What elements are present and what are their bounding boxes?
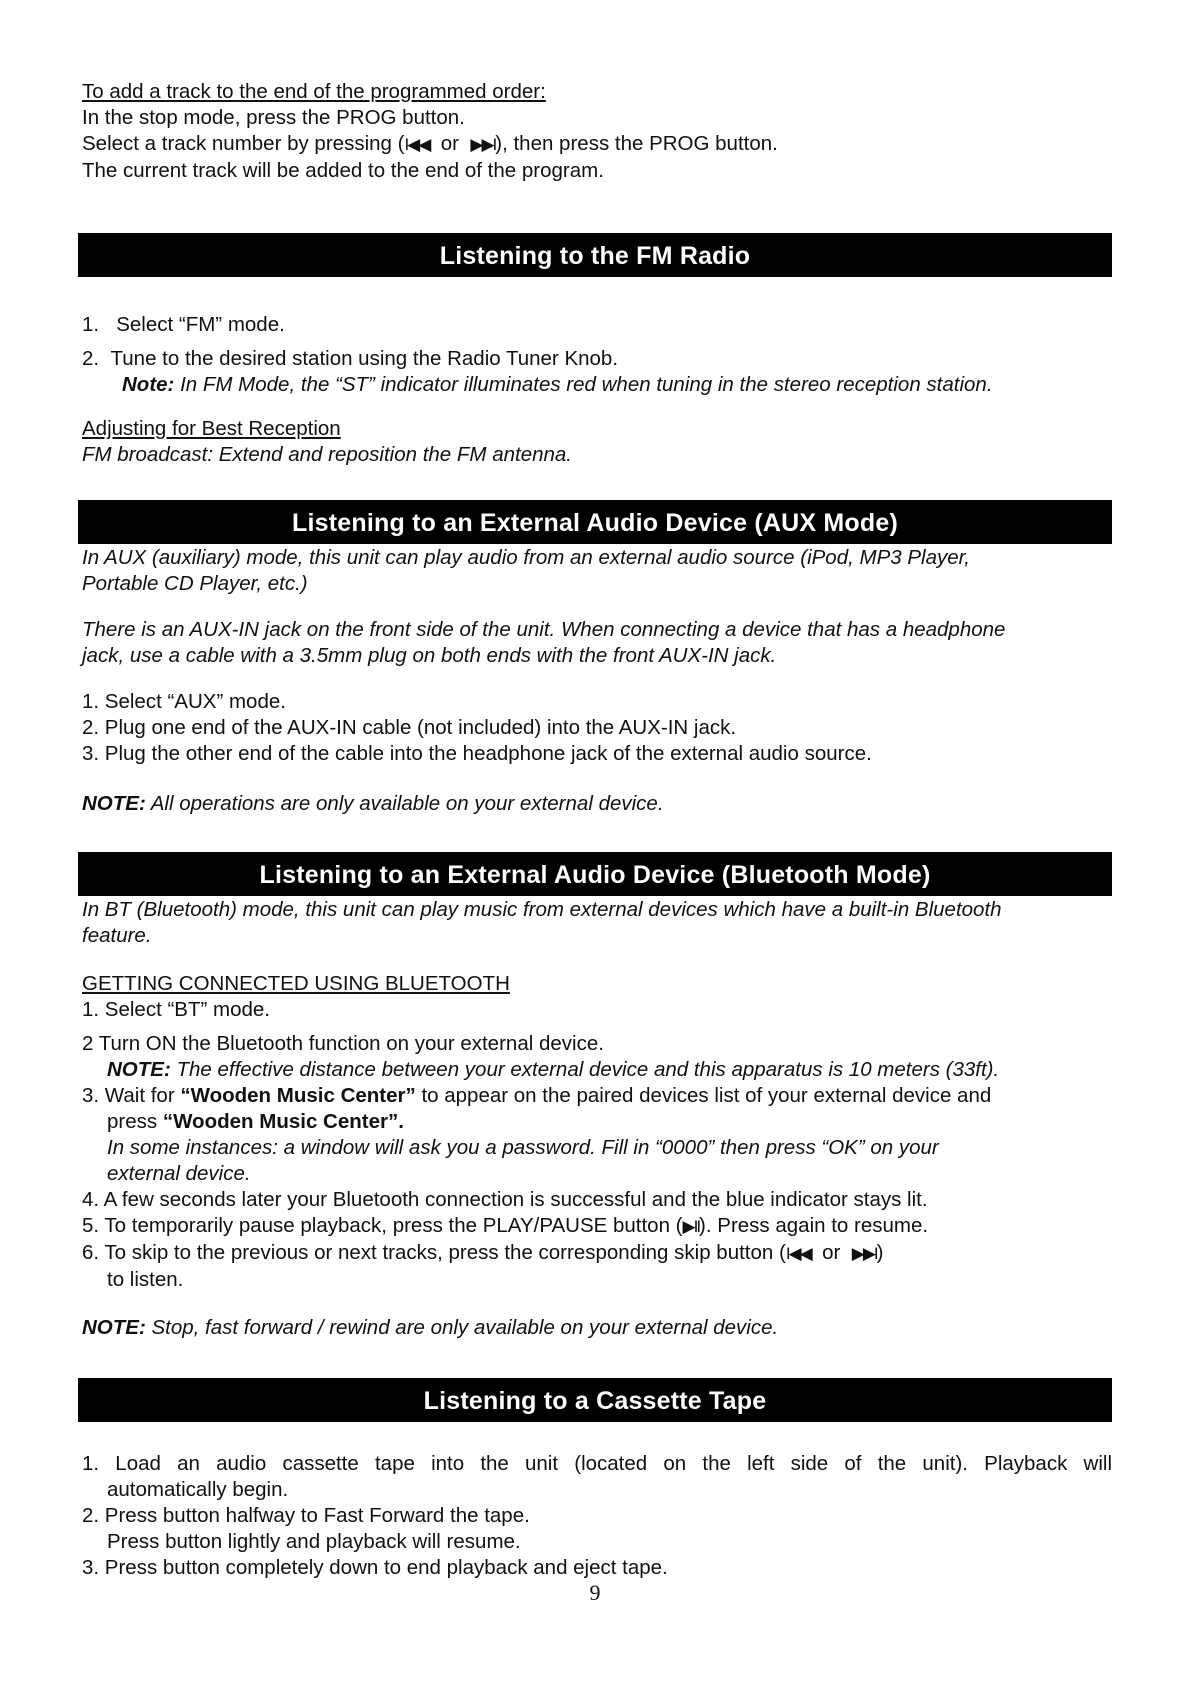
bt-step3-line2-pre: press [107,1110,163,1133]
fm-adjust-text: FM broadcast: Extend and reposition the FM antenna. [82,443,572,466]
aux-intro1: In AUX (auxiliary) mode, this unit can play audio from an external audio source (iPod, MP3 Player, [82,546,971,569]
bt-step3-note1: In some instances: a window will ask you a password. Fill in “0000” then press “OK” on your [107,1136,939,1159]
aux-para2: jack, use a cable with a 3.5mm plug on both ends with the front AUX-IN jack. [82,644,777,667]
or-text: or [440,132,459,155]
bt-step1: 1. Select “BT” mode. [82,998,270,1021]
bt-step2-note-label: NOTE: [107,1058,171,1081]
aux-step1: 1. Select “AUX” mode. [82,690,286,713]
play-pause-icon: ▶II [682,1217,700,1236]
bt-note-text: Stop, fast forward / rewind are only available on your external device. [145,1316,779,1339]
bt-device-name-2: “Wooden Music Center”. [162,1110,404,1133]
bt-step6 [82,1240,1112,1267]
prog-heading: To add a track to the end of the programmed order: [82,80,546,103]
aux-intro2: Portable CD Player, etc.) [82,572,308,595]
or-text: or [822,1241,841,1264]
skip-back-icon: I◀◀ [404,135,430,154]
bt-step2-note-text: The effective distance between your external device and this apparatus is 10 meters (33ft). [170,1058,1000,1081]
skip-forward-icon: ▶▶I [470,135,496,154]
bt-section [82,897,1112,1341]
bt-step5-pre: 5. To temporarily pause playback, press the PLAY/PAUSE button ( [82,1214,683,1237]
bt-step5 [82,1213,1112,1240]
bt-device-name: “Wooden Music Center” [180,1084,416,1107]
aux-note-text: All operations are only available on your external device. [145,792,664,815]
page-number: 9 [589,1580,601,1605]
fm-step2 [82,346,1112,372]
cassette-step1-line2: automatically begin. [107,1478,289,1501]
cassette-section [82,1451,1112,1581]
bt-heading: GETTING CONNECTED USING BLUETOOTH [82,972,510,995]
aux-note-label: NOTE: [82,792,146,815]
cassette-step3: 3. Press button completely down to end playback and eject tape. [82,1556,668,1579]
fm-step1-text: Select “FM” mode. [116,313,285,336]
fm-step1-num: 1. [82,313,100,336]
fm-step2-num: 2. [82,347,100,370]
bt-step2: 2 Turn ON the Bluetooth function on your external device. [82,1032,604,1055]
bt-note [82,1315,1112,1341]
fm-adjust-heading: Adjusting for Best Reception [82,417,341,440]
aux-step2: 2. Plug one end of the AUX-IN cable (not included) into the AUX-IN jack. [82,716,737,739]
fm-note-text: In FM Mode, the “ST” indicator illuminates red when tuning in the stereo reception station. [174,373,993,396]
bt-step4: 4. A few seconds later your Bluetooth connection is successful and the blue indicator stays lit. [82,1188,928,1211]
bt-step3-line2 [82,1109,1112,1135]
bt-step2-note [82,1057,1112,1083]
aux-banner: Listening to an External Audio Device (AUX Mode) [78,500,1112,544]
prog-line1: In the stop mode, press the PROG button. [82,106,465,129]
skip-forward-icon: ▶▶I [851,1244,877,1263]
prog-line2-pre: Select a track number by pressing ( [82,132,405,155]
bt-step3-post: to appear on the paired devices list of your external device and [415,1084,992,1107]
fm-step2-text: Tune to the desired station using the Radio Tuner Knob. [110,347,619,370]
bt-step6-pre: 6. To skip to the previous or next tracks, press the corresponding skip button ( [82,1241,786,1264]
bt-intro2: feature. [82,924,152,947]
bt-banner: Listening to an External Audio Device (Bluetooth Mode) [78,852,1112,896]
aux-step3: 3. Plug the other end of the cable into the headphone jack of the external audio source. [82,742,872,765]
bt-intro1: In BT (Bluetooth) mode, this unit can play music from external devices which have a built-in Bluetooth [82,898,1002,921]
aux-section [82,545,1112,817]
bt-step3-note2: external device. [107,1162,251,1185]
cassette-banner: Listening to a Cassette Tape [78,1378,1112,1422]
skip-back-icon: I◀◀ [785,1244,811,1263]
fm-banner: Listening to the FM Radio [78,233,1112,277]
fm-note-label: Note: [122,373,175,396]
bt-step5-post: ). Press again to resume. [699,1214,929,1237]
bt-note-label: NOTE: [82,1316,146,1339]
cassette-step1-line1: 1. Load an audio cassette tape into the unit (located on the left side of the unit). Playback will [82,1452,1112,1475]
bt-step3-pre: 3. Wait for [82,1084,181,1107]
cassette-step2-line2: Press button lightly and playback will resume. [107,1530,521,1553]
bt-step3 [82,1083,1112,1109]
aux-note [82,791,1112,817]
fm-step1 [82,312,1112,338]
aux-para1: There is an AUX-IN jack on the front side of the unit. When connecting a device that has a headphone [82,618,1006,641]
cassette-step2-line1: 2. Press button halfway to Fast Forward the tape. [82,1504,530,1527]
bt-step6-line2: to listen. [107,1268,184,1291]
prog-section [82,79,1112,184]
prog-line2-post: ), then press the PROG button. [495,132,778,155]
fm-note [82,372,1112,398]
bt-step6-post: ) [876,1241,884,1264]
fm-section [82,312,1112,468]
prog-line2 [82,131,1112,158]
prog-line3: The current track will be added to the end of the program. [82,159,604,182]
